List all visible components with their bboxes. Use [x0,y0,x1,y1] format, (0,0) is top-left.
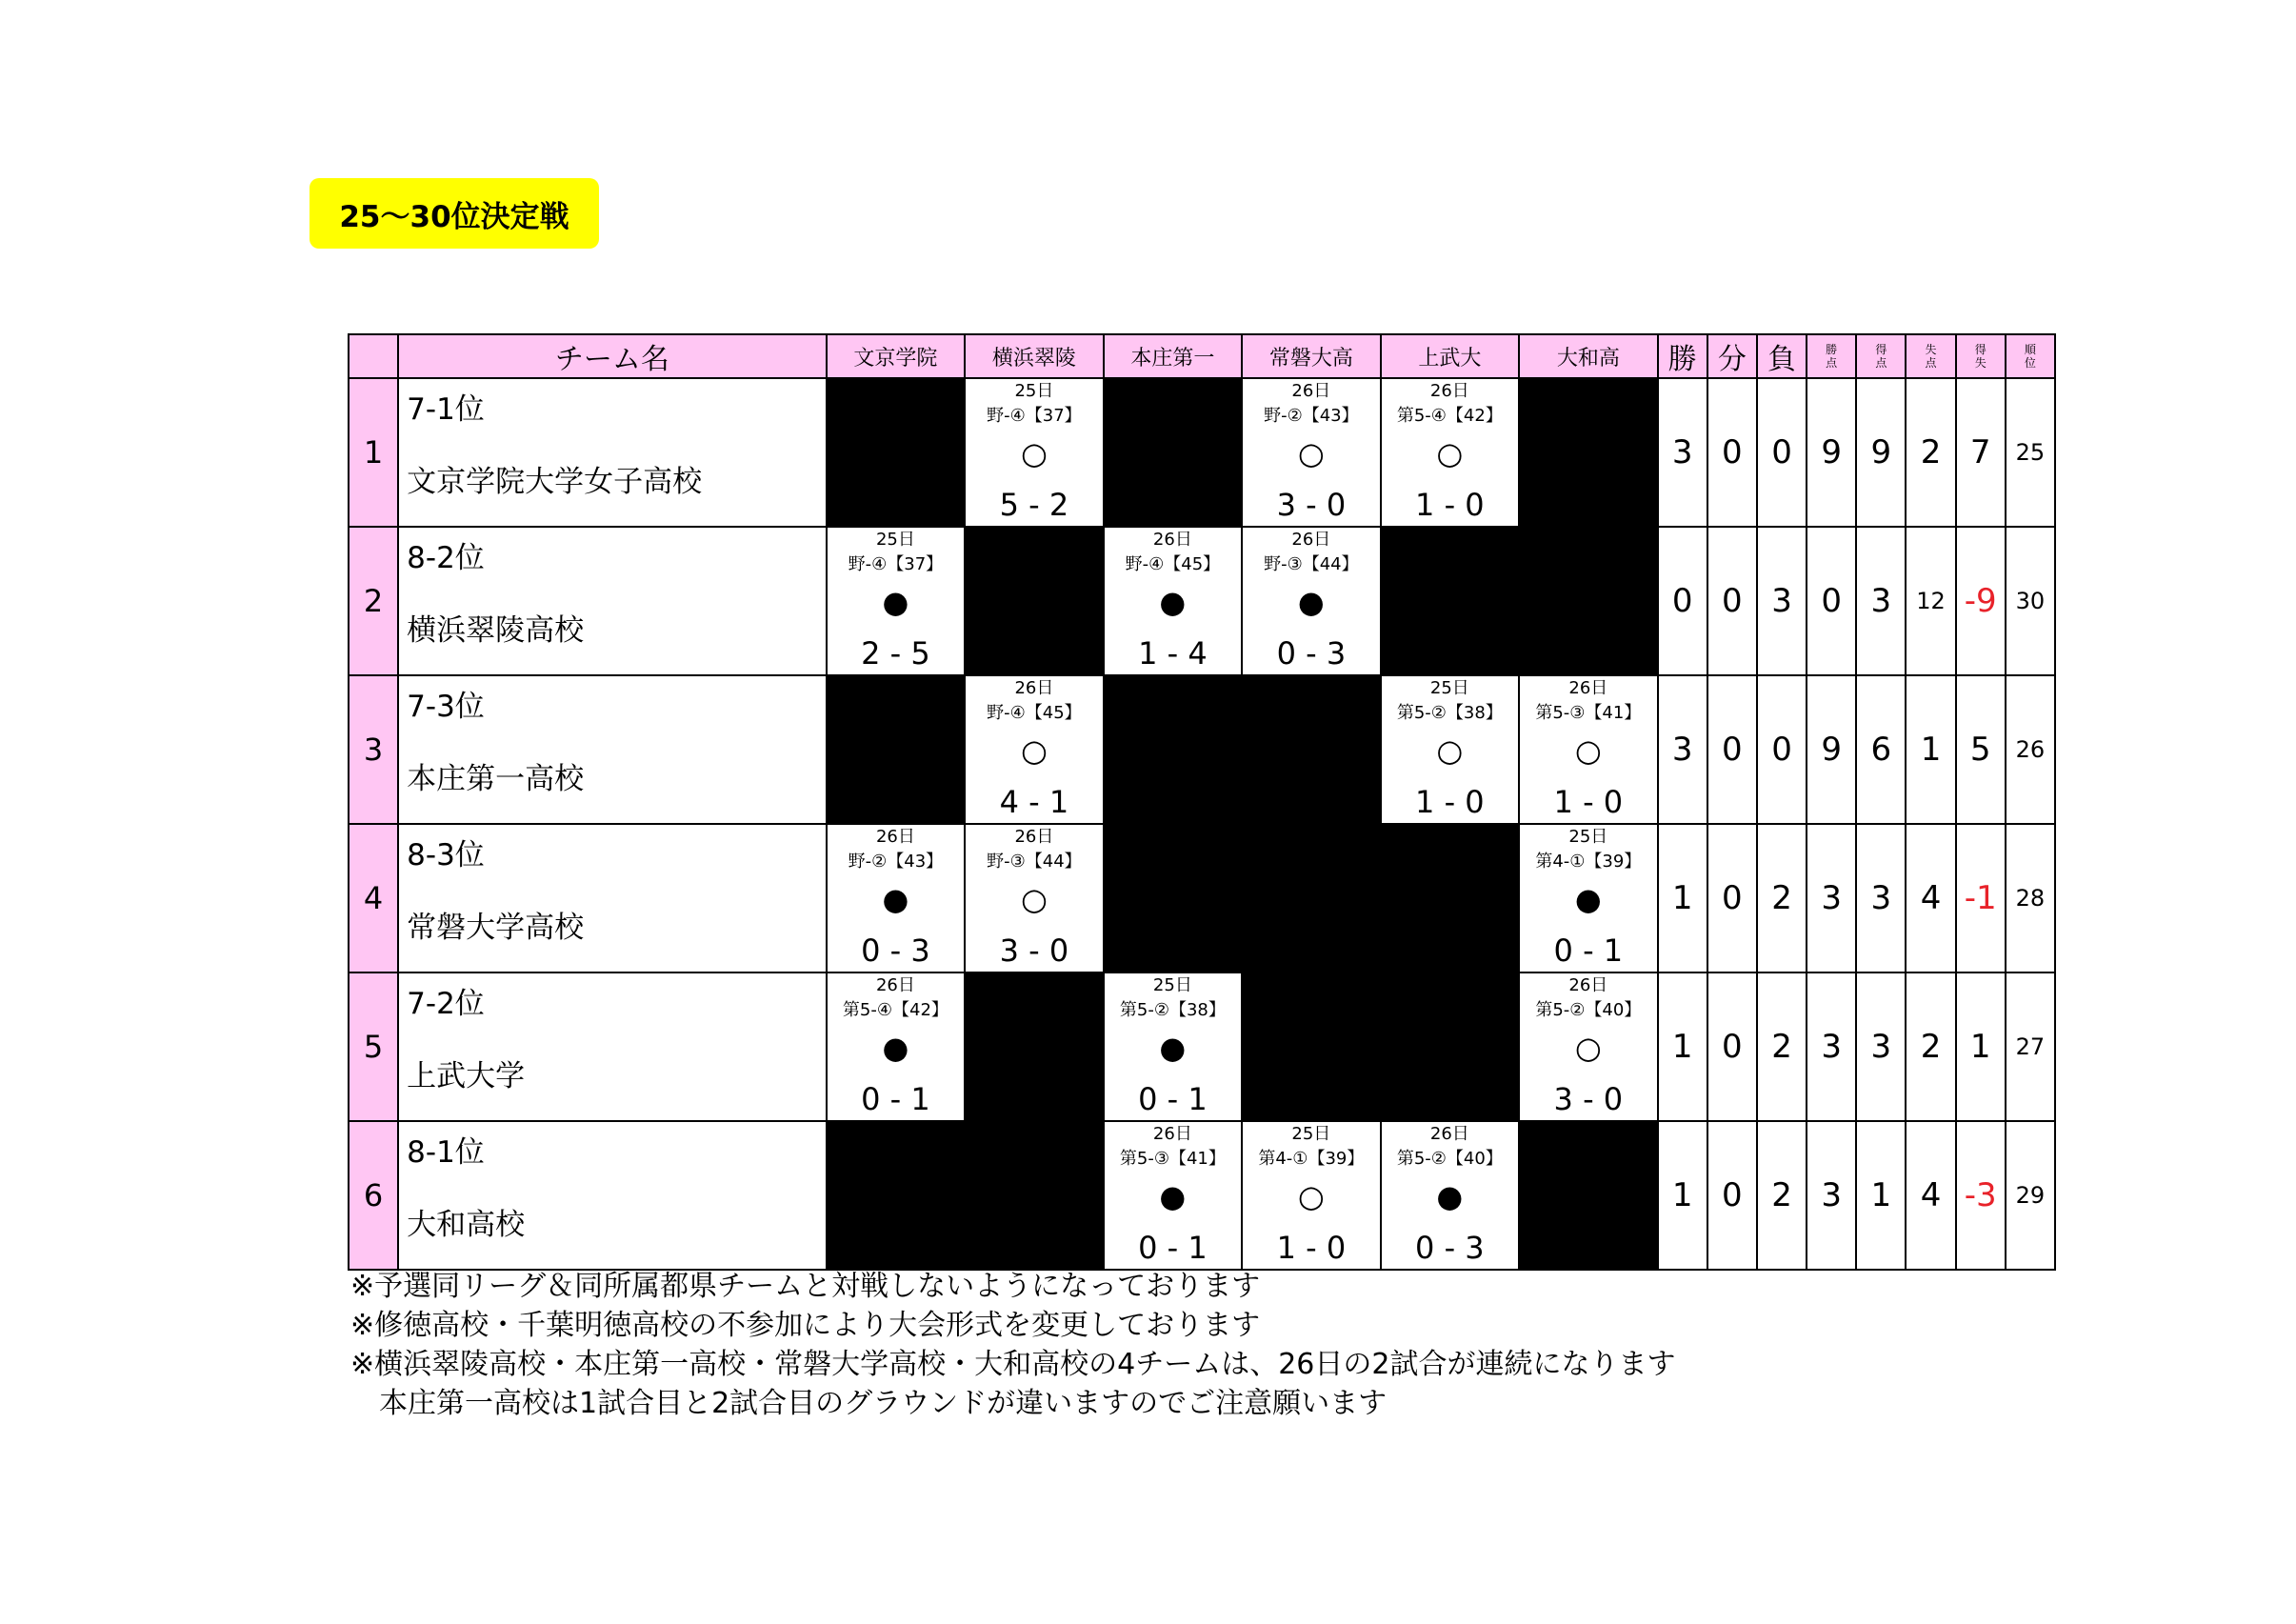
header-goals-for: 得 点 [1856,334,1906,378]
match-score: 0 - 1 [1138,1081,1208,1117]
match-day: 25日 [1014,381,1054,401]
stat-losses: 0 [1757,378,1807,527]
stat-goals-for: 1 [1856,1121,1906,1270]
match-game: 第5-②【38】 [1396,703,1503,723]
result-mark: ○ [1020,732,1048,769]
team-seed: 7-1位 [407,392,485,427]
stat-wins: 3 [1658,675,1707,824]
match-score: 3 - 0 [999,932,1069,969]
match-game: 野-②【43】 [848,852,944,872]
result-mark: ● [1436,1178,1464,1214]
stat-goal-diff: 1 [1956,972,2006,1121]
match-day: 26日 [875,827,915,847]
no-match-cell [1519,527,1657,675]
team-seed: 7-2位 [407,987,485,1021]
result-mark: ● [1297,584,1325,620]
match-score: 1 - 0 [1415,487,1485,523]
no-match-cell [1381,527,1519,675]
team-cell [398,527,827,675]
no-match-cell [1381,824,1519,972]
no-match-cell [1104,675,1242,824]
no-match-cell [1242,824,1380,972]
stat-goal-diff: -3 [1956,1121,2006,1270]
match-game: 野-④【45】 [1125,554,1221,574]
stat-draws: 0 [1707,675,1757,824]
match-cell [1381,675,1519,824]
stat-losses: 3 [1757,527,1807,675]
no-match-cell [1104,378,1242,527]
match-game: 第5-④【42】 [1396,406,1503,426]
match-day: 26日 [1568,975,1608,995]
stat-draws: 0 [1707,972,1757,1121]
row-number: 5 [349,972,398,1121]
stat-goals-against: 4 [1906,1121,1955,1270]
header-opponent-5: 上武大 [1381,334,1519,378]
match-day: 26日 [1568,678,1608,698]
match-cell [1381,378,1519,527]
header-row [349,334,2055,378]
result-mark: ○ [1574,732,1602,769]
match-game: 野-④【45】 [987,703,1082,723]
team-seed: 8-1位 [407,1135,485,1170]
result-mark: ○ [1297,435,1325,471]
stat-goals-for: 3 [1856,972,1906,1121]
match-game: 野-④【37】 [848,554,944,574]
match-cell [827,972,965,1121]
stat-losses: 2 [1757,972,1807,1121]
match-score: 0 - 1 [1138,1230,1208,1266]
match-day: 26日 [1152,1124,1192,1144]
stat-win-points: 9 [1807,675,1856,824]
no-match-cell [1242,972,1380,1121]
result-mark: ● [882,584,909,620]
result-mark: ● [882,1030,909,1066]
header-losses: 負 [1757,334,1807,378]
match-score: 5 - 2 [999,487,1069,523]
stat-goals-against: 1 [1906,675,1955,824]
stat-losses: 0 [1757,675,1807,824]
team-name: 大和高校 [407,1208,526,1242]
team-row [349,1121,2055,1270]
match-game: 第5-②【40】 [1396,1149,1503,1169]
team-name: 上武大学 [407,1059,526,1093]
match-score: 0 - 1 [861,1081,930,1117]
team-cell [398,378,827,527]
league-table [348,333,2056,1271]
match-cell [965,675,1103,824]
stat-goal-diff: -1 [1956,824,2006,972]
stat-wins: 1 [1658,1121,1707,1270]
team-seed: 8-2位 [407,541,485,575]
team-row [349,527,2055,675]
stat-wins: 1 [1658,824,1707,972]
match-cell [965,378,1103,527]
match-score: 0 - 3 [1415,1230,1485,1266]
result-mark: ○ [1574,1030,1602,1066]
result-mark: ● [1159,1030,1187,1066]
match-cell [1242,378,1380,527]
stat-draws: 0 [1707,1121,1757,1270]
stat-goals-against: 2 [1906,378,1955,527]
match-cell [1242,1121,1380,1270]
match-cell [827,527,965,675]
match-score: 1 - 0 [1553,784,1624,820]
match-game: 野-③【44】 [1264,554,1359,574]
match-cell [965,824,1103,972]
no-match-cell [965,972,1103,1121]
match-cell [1104,527,1242,675]
no-match-cell [1381,972,1519,1121]
stat-losses: 2 [1757,824,1807,972]
match-cell [827,824,965,972]
header-wins: 勝 [1658,334,1707,378]
match-game: 第5-②【38】 [1119,1000,1226,1020]
team-seed: 7-3位 [407,690,485,724]
no-match-cell [1242,675,1380,824]
match-game: 第5-③【41】 [1535,703,1642,723]
match-score: 3 - 0 [1276,487,1347,523]
header-opponent-6: 大和高 [1519,334,1657,378]
match-score: 0 - 1 [1553,932,1624,969]
header-rank-blank [349,334,398,378]
match-cell [1519,675,1657,824]
team-row [349,824,2055,972]
header-team-name: チーム名 [398,334,827,378]
team-cell [398,824,827,972]
match-cell [1519,824,1657,972]
match-cell [1104,1121,1242,1270]
row-number: 1 [349,378,398,527]
match-score: 4 - 1 [999,784,1069,820]
header-win-points: 勝 点 [1807,334,1856,378]
match-game: 第4-①【39】 [1535,852,1642,872]
result-mark: ○ [1020,435,1048,471]
no-match-cell [965,1121,1103,1270]
team-name: 本庄第一高校 [407,762,585,796]
header-opponent-1: 文京学院 [827,334,965,378]
stat-win-points: 3 [1807,824,1856,972]
stat-final-rank: 28 [2006,824,2055,972]
stat-wins: 3 [1658,378,1707,527]
no-match-cell [965,527,1103,675]
header-opponent-4: 常磐大高 [1242,334,1380,378]
match-score: 0 - 3 [1276,635,1347,672]
row-number: 4 [349,824,398,972]
match-score: 1 - 0 [1415,784,1485,820]
match-day: 25日 [1568,827,1608,847]
stat-final-rank: 29 [2006,1121,2055,1270]
team-row [349,378,2055,527]
match-score: 0 - 3 [861,932,930,969]
match-day: 26日 [1291,530,1331,550]
match-day: 26日 [1429,1124,1469,1144]
match-day: 26日 [1291,381,1331,401]
row-number: 3 [349,675,398,824]
stat-final-rank: 27 [2006,972,2055,1121]
stat-draws: 0 [1707,378,1757,527]
match-game: 第5-③【41】 [1119,1149,1226,1169]
team-cell [398,972,827,1121]
match-cell [1104,972,1242,1121]
stat-goals-for: 9 [1856,378,1906,527]
notes [350,1267,1675,1423]
match-day: 25日 [1291,1124,1331,1144]
match-cell [1519,972,1657,1121]
stat-goals-against: 2 [1906,972,1955,1121]
stat-wins: 1 [1658,972,1707,1121]
header-goal-diff: 得 失 [1956,334,2006,378]
match-day: 25日 [1429,678,1469,698]
stat-win-points: 0 [1807,527,1856,675]
note-1: ※予選同リーグ＆同所属都県チームと対戦しないようになっております [350,1270,1261,1303]
team-seed: 8-3位 [407,838,485,872]
header-opponent-2: 横浜翠陵 [965,334,1103,378]
result-mark: ○ [1436,732,1464,769]
no-match-cell [1519,1121,1657,1270]
header-goals-against: 失 点 [1906,334,1955,378]
no-match-cell [827,1121,965,1270]
team-name: 常磐大学高校 [407,911,585,945]
match-score: 2 - 5 [861,635,930,672]
match-game: 野-④【37】 [987,406,1082,426]
stat-win-points: 3 [1807,972,1856,1121]
match-day: 26日 [1429,381,1469,401]
no-match-cell [827,675,965,824]
stat-goal-diff: 5 [1956,675,2006,824]
match-day: 26日 [875,975,915,995]
row-number: 6 [349,1121,398,1270]
no-match-cell [1104,824,1242,972]
header-opponent-3: 本庄第一 [1104,334,1242,378]
stat-goals-for: 3 [1856,527,1906,675]
match-game: 野-③【44】 [987,852,1082,872]
match-score: 1 - 0 [1276,1230,1347,1266]
result-mark: ○ [1020,881,1048,917]
stat-goals-against: 12 [1906,527,1955,675]
match-cell [1381,1121,1519,1270]
team-cell [398,1121,827,1270]
match-day: 26日 [1152,530,1192,550]
page-title: 25～30位決定戦 [309,178,599,249]
match-day: 26日 [1014,678,1054,698]
team-name: 文京学院大学女子高校 [407,465,703,499]
team-row [349,972,2055,1121]
match-game: 第5-④【42】 [842,1000,948,1020]
note-2: ※修徳高校・千葉明徳高校の不参加により大会形式を変更しております [350,1309,1261,1342]
match-score: 1 - 4 [1138,635,1208,672]
match-game: 野-②【43】 [1264,406,1359,426]
no-match-cell [1519,378,1657,527]
result-mark: ● [882,881,909,917]
stat-final-rank: 25 [2006,378,2055,527]
match-cell [1242,527,1380,675]
result-mark: ○ [1436,435,1464,471]
match-day: 26日 [1014,827,1054,847]
team-name: 横浜翠陵高校 [407,613,585,648]
team-cell [398,675,827,824]
stat-draws: 0 [1707,824,1757,972]
result-mark: ● [1159,584,1187,620]
result-mark: ○ [1297,1178,1325,1214]
stat-draws: 0 [1707,527,1757,675]
result-mark: ● [1574,881,1602,917]
result-mark: ● [1159,1178,1187,1214]
match-game: 第4-①【39】 [1258,1149,1365,1169]
match-day: 25日 [875,530,915,550]
note-4: 本庄第一高校は1試合目と2試合目のグラウンドが違いますのでご注意願います [350,1387,1388,1420]
note-3: ※横浜翠陵高校・本庄第一高校・常磐大学高校・大和高校の4チームは、26日の2試合が連続になります [350,1348,1676,1381]
stat-win-points: 9 [1807,378,1856,527]
match-game: 第5-②【40】 [1535,1000,1642,1020]
header-final-rank: 順 位 [2006,334,2055,378]
stat-final-rank: 30 [2006,527,2055,675]
no-match-cell [827,378,965,527]
match-day: 25日 [1152,975,1192,995]
stat-goal-diff: 7 [1956,378,2006,527]
row-number: 2 [349,527,398,675]
stat-final-rank: 26 [2006,675,2055,824]
match-score: 3 - 0 [1553,1081,1624,1117]
stat-goal-diff: -9 [1956,527,2006,675]
stat-goals-against: 4 [1906,824,1955,972]
stat-goals-for: 6 [1856,675,1906,824]
header-draws: 分 [1707,334,1757,378]
team-row [349,675,2055,824]
stat-wins: 0 [1658,527,1707,675]
stat-win-points: 3 [1807,1121,1856,1270]
stat-goals-for: 3 [1856,824,1906,972]
stat-losses: 2 [1757,1121,1807,1270]
